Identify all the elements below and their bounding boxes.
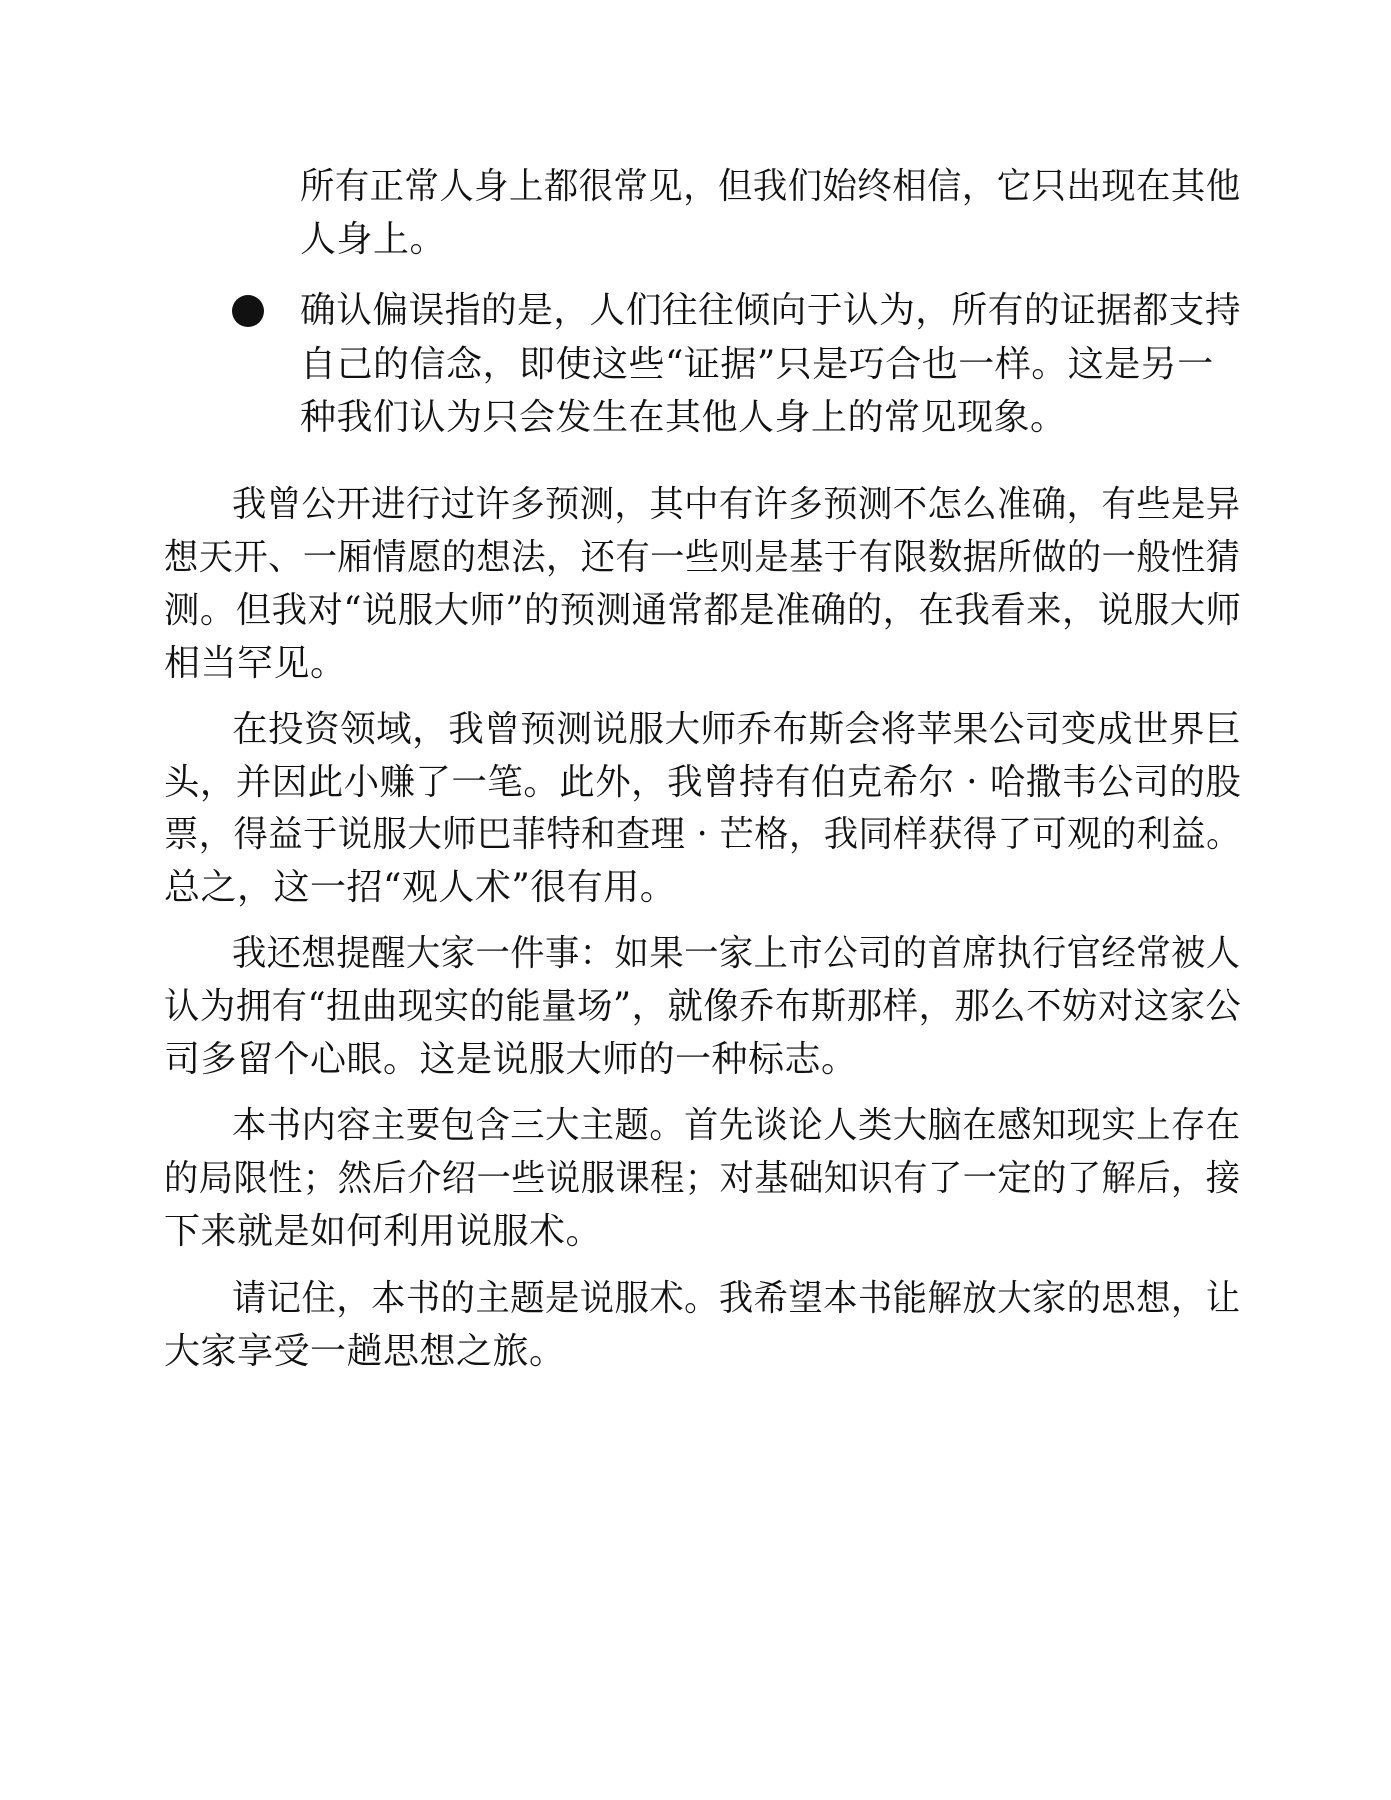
text-line: 确认偏误指的是，人们往往倾向于认为，所有的证据都支持 [300, 290, 1242, 331]
text-line: 在投资领域，我曾预测说服大师乔布斯会将苹果公司变成世界巨 [232, 709, 1242, 750]
bullet-icon [232, 295, 264, 327]
text-line: 种我们认为只会发生在其他人身上的常见现象。 [300, 397, 1067, 438]
text-line: 票，得益于说服大师巴菲特和查理 · 芒格，我同样获得了可观的利益。 [164, 814, 1241, 855]
text-line: 头，并因此小赚了一笔。此外，我曾持有伯克希尔 · 哈撒韦公司的股 [164, 762, 1242, 803]
text-line: 的局限性；然后介绍一些说服课程；对基础知识有了一定的了解后，接 [164, 1158, 1241, 1199]
text-line: 下来就是如何利用说服术。 [164, 1211, 603, 1252]
text-line: 想天开、一厢情愿的想法，还有一些则是基于有限数据所做的一般性猜 [164, 537, 1241, 578]
text-line: 总之，这一招“观人术”很有用。 [164, 867, 677, 908]
text-line: 相当罕见。 [164, 643, 347, 684]
text-line: 本书内容主要包含三大主题。首先谈论人类大脑在感知现实上存在 [232, 1105, 1241, 1146]
text-line: 我曾公开进行过许多预测，其中有许多预测不怎么准确，有些是异 [232, 484, 1241, 525]
text-line: 自己的信念，即使这些“证据”只是巧合也一样。这是另一 [300, 344, 1214, 385]
text-line: 测。但我对“说服大师”的预测通常都是准确的，在我看来，说服大师 [164, 590, 1242, 631]
text-line: 司多留个心眼。这是说服大师的一种标志。 [164, 1039, 858, 1080]
text-line: 我还想提醒大家一件事：如果一家上市公司的首席执行官经常被人 [232, 933, 1241, 974]
text-line: 认为拥有“扭曲现实的能量场”，就像乔布斯那样，那么不妨对这家公 [164, 986, 1242, 1027]
text-line: 大家享受一趟思想之旅。 [164, 1331, 566, 1372]
text-line: 所有正常人身上都很常见，但我们始终相信，它只出现在其他 [300, 166, 1241, 207]
text-line: 人身上。 [300, 219, 447, 260]
text-line: 请记住，本书的主题是说服术。我希望本书能解放大家的思想，让 [232, 1278, 1241, 1319]
